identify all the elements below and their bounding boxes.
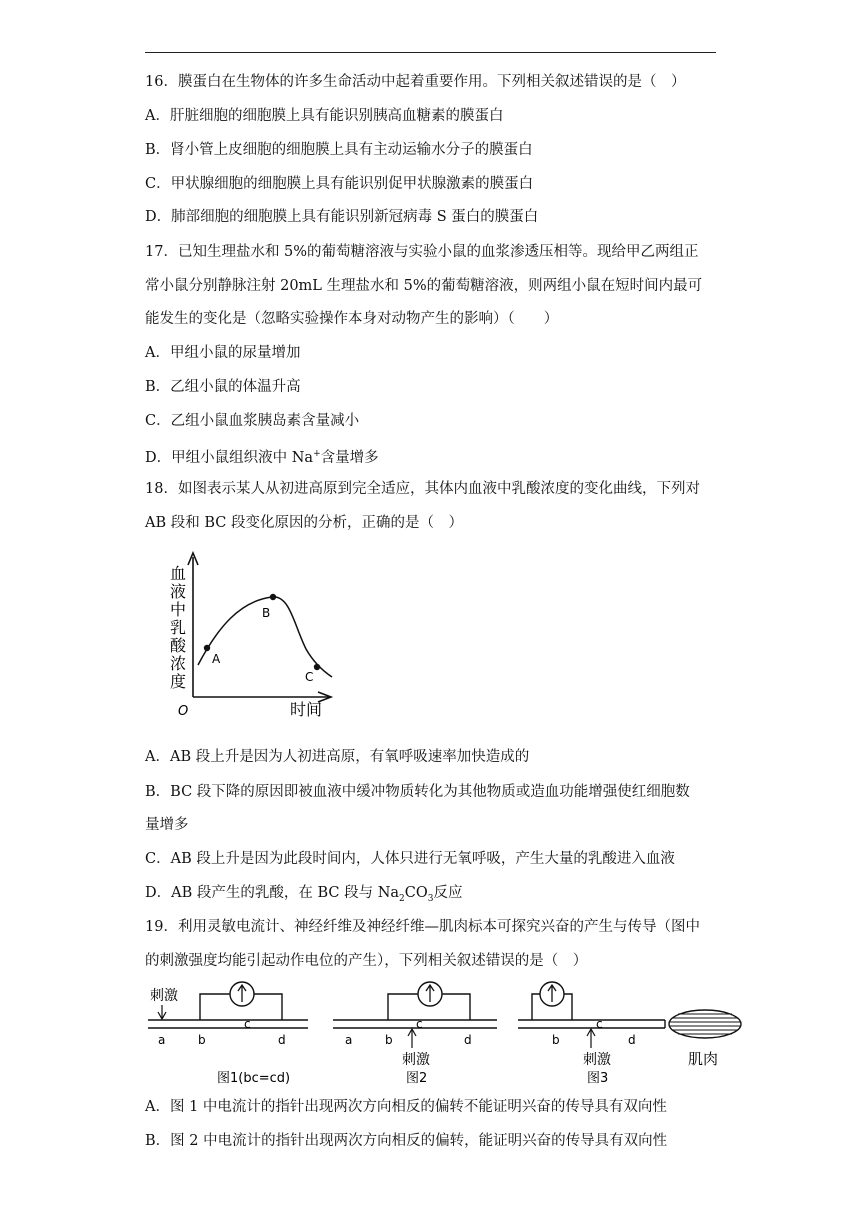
- point-c-label: C: [305, 670, 314, 684]
- chart-y-label-char: 中: [169, 600, 187, 619]
- muscle-label: 肌肉: [688, 1050, 719, 1068]
- chart-y-label-char: 液: [169, 582, 187, 601]
- q18-stem-line2: AB 段和 BC 段变化原因的分析，正确的是（ ）: [145, 515, 463, 531]
- point-b-marker: [270, 594, 276, 600]
- point-a-marker: [204, 645, 210, 651]
- chart-y-label-char: 度: [169, 672, 187, 691]
- figure-2: [333, 982, 497, 1086]
- q17-stem-line1: 17．已知生理盐水和 5%的葡萄糖溶液与实验小鼠的血浆渗透压相等。现给甲乙两组正: [145, 244, 699, 260]
- fig2-point-d: d: [464, 1033, 472, 1047]
- q18-option-c: C．AB 段上升是因为此段时间内，人体只进行无氧呼吸，产生大量的乳酸进入血液: [145, 851, 675, 867]
- chart-y-label: [170, 564, 187, 691]
- figure-3: [518, 982, 741, 1086]
- figure-1: [148, 982, 308, 1086]
- lactic-acid-chart: [160, 545, 350, 725]
- chart-x-label: 时间: [290, 700, 323, 719]
- q18-option-b-line2: 量增多: [145, 817, 189, 833]
- fig2-caption: 图2: [406, 1071, 428, 1086]
- fig3-stimulus-label: 刺激: [583, 1052, 611, 1068]
- chart-y-label-char: 酸: [169, 636, 187, 655]
- fig3-caption: 图3: [587, 1071, 609, 1086]
- fig1-point-d: d: [278, 1033, 286, 1047]
- fig1-stimulus-label: 刺激: [150, 988, 178, 1004]
- q17-option-d: D．甲组小鼠组织液中 Na+含量增多: [145, 449, 379, 466]
- chart-y-label-char: 乳: [169, 618, 187, 637]
- fig3-point-b: b: [552, 1033, 560, 1047]
- nerve-experiment-figures: [140, 978, 755, 1090]
- fig2-point-a: a: [345, 1033, 353, 1047]
- fig1-point-c: c: [244, 1017, 251, 1031]
- q17-stem-line3: 能发生的变化是（忽略实验操作本身对动物产生的影响）（ ）: [145, 311, 559, 327]
- q18-option-b-line1: B．BC 段下降的原因即被血液中缓冲物质转化为其他物质或造血功能增强使红细胞数: [145, 784, 690, 800]
- fig1-point-a: a: [158, 1033, 166, 1047]
- q19-option-a: A．图 1 中电流计的指针出现两次方向相反的偏转不能证明兴奋的传导具有双向性: [145, 1099, 667, 1115]
- muscle-icon: [669, 1010, 741, 1038]
- fig1-point-b: b: [198, 1033, 206, 1047]
- q16-option-b: B．肾小管上皮细胞的细胞膜上具有主动运输水分子的膜蛋白: [145, 142, 533, 158]
- q16-option-d: D．肺部细胞的细胞膜上具有能识别新冠病毒 S 蛋白的膜蛋白: [145, 209, 539, 225]
- q17-option-c: C．乙组小鼠血浆胰岛素含量减小: [145, 413, 360, 429]
- point-a-label: A: [212, 652, 221, 666]
- q16-stem: 16．膜蛋白在生物体的许多生命活动中起着重要作用。下列相关叙述错误的是（ ）: [145, 74, 686, 90]
- q17-stem-line2: 常小鼠分别静脉注射 20mL 生理盐水和 5%的葡萄糖溶液，则两组小鼠在短时间内最可: [145, 278, 703, 294]
- fig2-point-c: c: [416, 1017, 423, 1031]
- chart-y-label-char: 血: [169, 564, 187, 583]
- fig1-caption: 图1(bc=cd): [217, 1071, 291, 1086]
- q17-option-a: A．甲组小鼠的尿量增加: [145, 345, 301, 361]
- q18-option-a: A．AB 段上升是因为人初进高原，有氧呼吸速率加快造成的: [145, 749, 530, 765]
- fig2-point-b: b: [385, 1033, 393, 1047]
- point-c-marker: [314, 664, 320, 670]
- q19-option-b: B．图 2 中电流计的指针出现两次方向相反的偏转，能证明兴奋的传导具有双向性: [145, 1133, 668, 1149]
- chart-origin-label: O: [178, 704, 189, 719]
- q16-option-a: A．肝脏细胞的细胞膜上具有能识别胰高血糖素的膜蛋白: [145, 108, 504, 124]
- point-b-label: B: [262, 606, 271, 620]
- fig2-stimulus-label: 刺激: [402, 1052, 430, 1068]
- q18-option-d: D．AB 段产生的乳酸，在 BC 段与 $Na_2CO_3$反应: [145, 885, 463, 904]
- chart-y-label-char: 浓: [169, 654, 187, 673]
- q19-stem-line1: 19．利用灵敏电流计、神经纤维及神经纤维—肌肉标本可探究兴奋的产生与传导（图中: [145, 919, 700, 935]
- header-rule: [145, 52, 716, 53]
- fig3-point-d: d: [628, 1033, 636, 1047]
- q17-option-b: B．乙组小鼠的体温升高: [145, 379, 301, 395]
- q19-stem-line2: 的刺激强度均能引起动作电位的产生），下列相关叙述错误的是（ ）: [145, 953, 588, 969]
- fig3-point-c: c: [596, 1017, 603, 1031]
- q18-stem-line1: 18．如图表示某人从初进高原到完全适应，其体内血液中乳酸浓度的变化曲线，下列对: [145, 481, 700, 497]
- q16-option-c: C．甲状腺细胞的细胞膜上具有能识别促甲状腺激素的膜蛋白: [145, 176, 534, 192]
